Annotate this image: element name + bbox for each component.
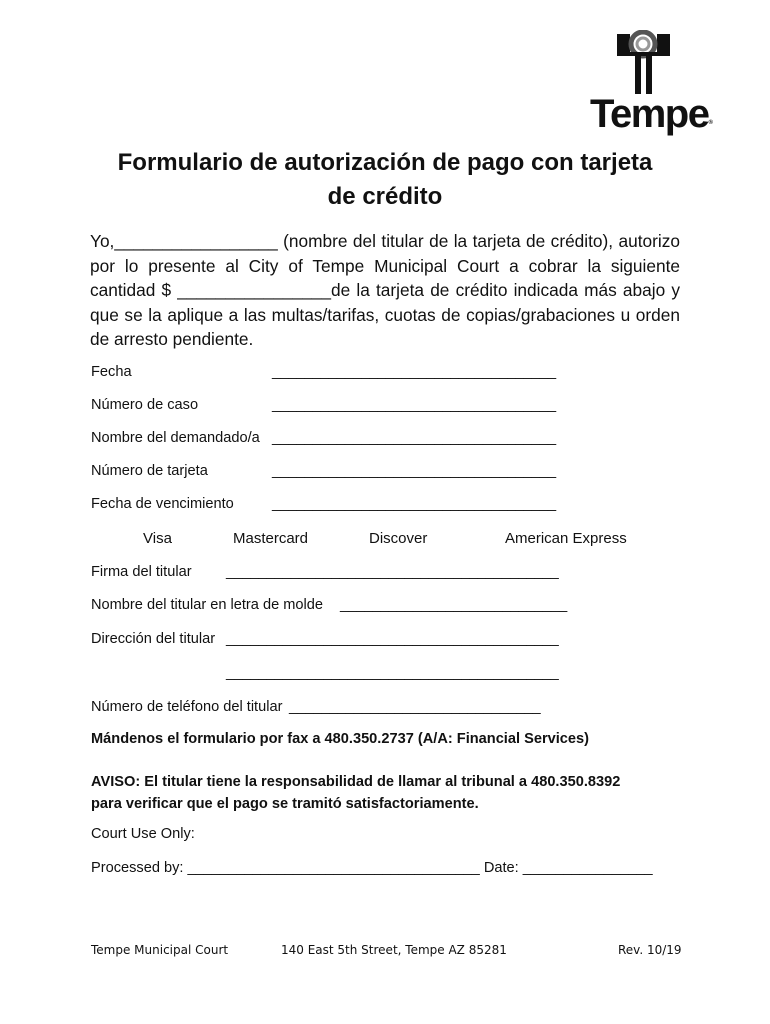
field-label-fecha-vencimiento: Fecha de vencimiento	[91, 496, 234, 512]
address-line-2[interactable]: _________________________________________	[226, 665, 559, 681]
field-line-numero-caso[interactable]: ___________________________________	[272, 397, 557, 413]
field-line-numero-tarjeta[interactable]: ___________________________________	[272, 463, 557, 479]
aviso-notice: AVISO: El titular tiene la responsabilidad de llamar al tribunal a 480.350.8392 para verificar que el pago se tramitó satisfactoriamente.	[91, 774, 621, 812]
field-line-fecha[interactable]: ___________________________________	[272, 364, 557, 380]
signature-line[interactable]: _________________________________________	[226, 564, 559, 580]
logo-wordmark: Tempe®	[590, 92, 713, 136]
intro-paragraph: Yo,_________________ (nombre del titular de la tarjeta de crédito), autorizo por lo presente al City of Tempe Municipal Court a cobrar la siguiente cantidad $ ________________de la tarjeta de crédito indicada más abajo y que se la aplique a las multas/tarifas, cuotas de copias/grabaciones u orden de arresto pendiente.	[90, 231, 680, 349]
print-name-label: Nombre del titular en letra de molde	[91, 597, 323, 613]
address-label: Dirección del titular	[91, 631, 216, 647]
field-label-numero-tarjeta: Número de tarjeta	[91, 463, 208, 479]
date-label: Date:	[483, 860, 519, 876]
processed-line[interactable]: ____________________________________	[187, 860, 480, 876]
card-type-discover[interactable]: Discover	[369, 530, 428, 547]
footer-court-name: Tempe Municipal Court	[91, 943, 229, 957]
card-type-visa[interactable]: Visa	[143, 530, 172, 547]
field-line-nombre-demandado[interactable]: ___________________________________	[272, 430, 557, 446]
processed-label: Processed by:	[91, 860, 184, 876]
processed-row	[91, 860, 653, 876]
field-label-nombre-demandado: Nombre del demandado/a	[91, 430, 260, 446]
phone-line[interactable]: _______________________________	[289, 699, 541, 715]
card-type-american-express[interactable]: American Express	[505, 530, 627, 547]
court-use-label: Court Use Only:	[91, 826, 195, 842]
footer-revision: Rev. 10/19	[618, 943, 682, 957]
page-title: Formulario de autorización de pago con tarjeta de crédito	[117, 149, 653, 210]
field-label-numero-caso: Número de caso	[91, 397, 199, 413]
card-type-mastercard[interactable]: Mastercard	[233, 530, 309, 547]
signature-label: Firma del titular	[91, 564, 192, 580]
footer-address: 140 East 5th Street, Tempe AZ 85281	[281, 943, 507, 957]
field-label-fecha: Fecha	[91, 364, 132, 380]
address-line-1[interactable]: _________________________________________	[226, 631, 559, 647]
fax-notice: Mándenos el formulario por fax a 480.350.2737 (A/A: Financial Services)	[91, 731, 589, 747]
date-line[interactable]: ________________	[522, 860, 653, 876]
tempe-emblem-icon	[617, 30, 679, 96]
tempe-logo	[588, 30, 713, 136]
field-line-fecha-vencimiento[interactable]: ___________________________________	[272, 496, 557, 512]
print-name-line[interactable]: ____________________________	[340, 597, 568, 613]
phone-label: Número de teléfono del titular	[91, 699, 283, 715]
